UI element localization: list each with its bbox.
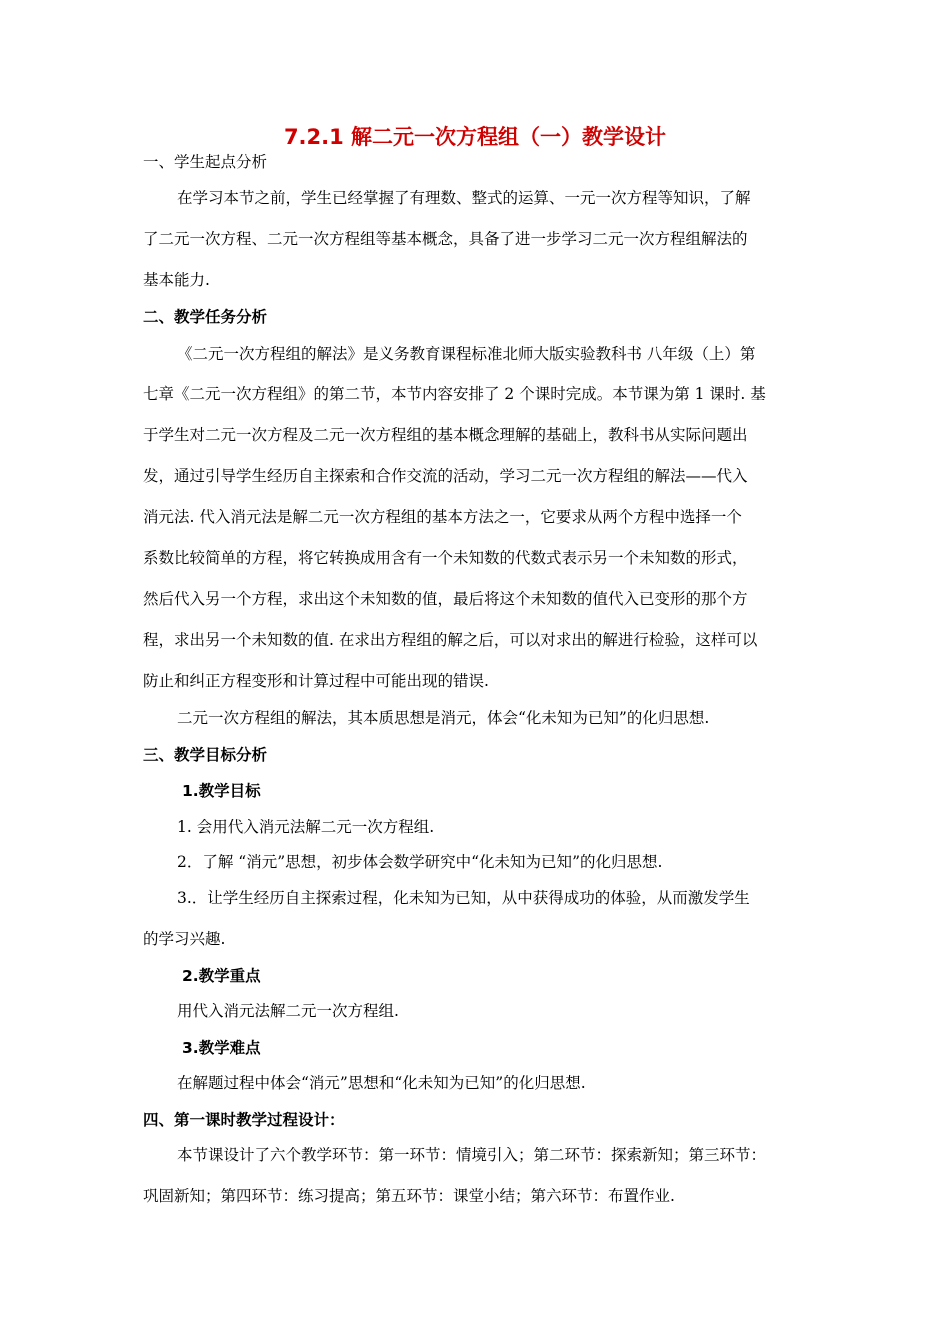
section-heading-student-analysis: 一、学生起点分析: [143, 153, 268, 171]
goal-item-continued: 的学习兴趣.: [143, 930, 226, 948]
section-heading-process-design: 四、第一课时教学过程设计：: [143, 1111, 345, 1129]
paragraph-line: 防止和纠正方程变形和计算过程中可能出现的错误.: [143, 672, 489, 690]
section-heading-task-analysis: 二、教学任务分析: [143, 308, 268, 326]
key-point-text: 用代入消元法解二元一次方程组.: [177, 1002, 399, 1020]
subheading-teaching-goals: 1.教学目标: [182, 782, 261, 800]
paragraph-line: 在学习本节之前，学生已经掌握了有理数、整式的运算、一元一次方程等知识，了解: [177, 189, 751, 207]
paragraph-line: 巩固新知；第四环节：练习提高；第五环节：课堂小结；第六环节：布置作业.: [143, 1187, 675, 1205]
subheading-key-points: 2.教学重点: [182, 967, 261, 985]
paragraph-line: 于学生对二元一次方程及二元一次方程组的基本概念理解的基础上，教科书从实际问题出: [143, 426, 748, 444]
paragraph-line: 发，通过引导学生经历自主探索和合作交流的活动，学习二元一次方程组的解法——代入: [143, 467, 748, 485]
paragraph-line: 消元法. 代入消元法是解二元一次方程组的基本方法之一，它要求从两个方程中选择一个: [143, 508, 742, 526]
paragraph-line: 二元一次方程组的解法，其本质思想是消元，体会“化未知为已知”的化归思想.: [177, 709, 710, 727]
paragraph-line: 本节课设计了六个教学环节：第一环节：情境引入；第二环节：探索新知；第三环节：: [177, 1146, 767, 1164]
section-heading-objective-analysis: 三、教学目标分析: [143, 746, 268, 764]
subheading-difficulties: 3.教学难点: [182, 1039, 261, 1057]
paragraph-line: 《二元一次方程组的解法》是义务教育课程标准北师大版实验教科书 八年级（上）第: [177, 345, 756, 363]
paragraph-line: 了二元一次方程、二元一次方程组等基本概念，具备了进一步学习二元一次方程组解法的: [143, 230, 748, 248]
paragraph-line: 基本能力.: [143, 271, 210, 289]
goal-item: 3.．让学生经历自主探索过程，化未知为已知，从中获得成功的体验，从而激发学生: [177, 889, 750, 907]
document-title: 7.2.1 解二元一次方程组（一）教学设计: [283, 125, 667, 149]
paragraph-line: 程，求出另一个未知数的值. 在求出方程组的解之后，可以对求出的解进行检验，这样可以: [143, 631, 758, 649]
paragraph-line: 然后代入另一个方程，求出这个未知数的值，最后将这个未知数的值代入已变形的那个方: [143, 590, 748, 608]
paragraph-line: 七章《二元一次方程组》的第二节，本节内容安排了 2 个课时完成。本节课为第 1 课时. 基: [143, 385, 766, 403]
goal-item: 2．了解 “消元”思想，初步体会数学研究中“化未知为已知”的化归思想.: [177, 853, 663, 871]
difficulty-text: 在解题过程中体会“消元”思想和“化未知为已知”的化归思想.: [177, 1074, 586, 1092]
goal-item: 1. 会用代入消元法解二元一次方程组.: [177, 818, 435, 836]
paragraph-line: 系数比较简单的方程，将它转换成用含有一个未知数的代数式表示另一个未知数的形式，: [143, 549, 748, 567]
